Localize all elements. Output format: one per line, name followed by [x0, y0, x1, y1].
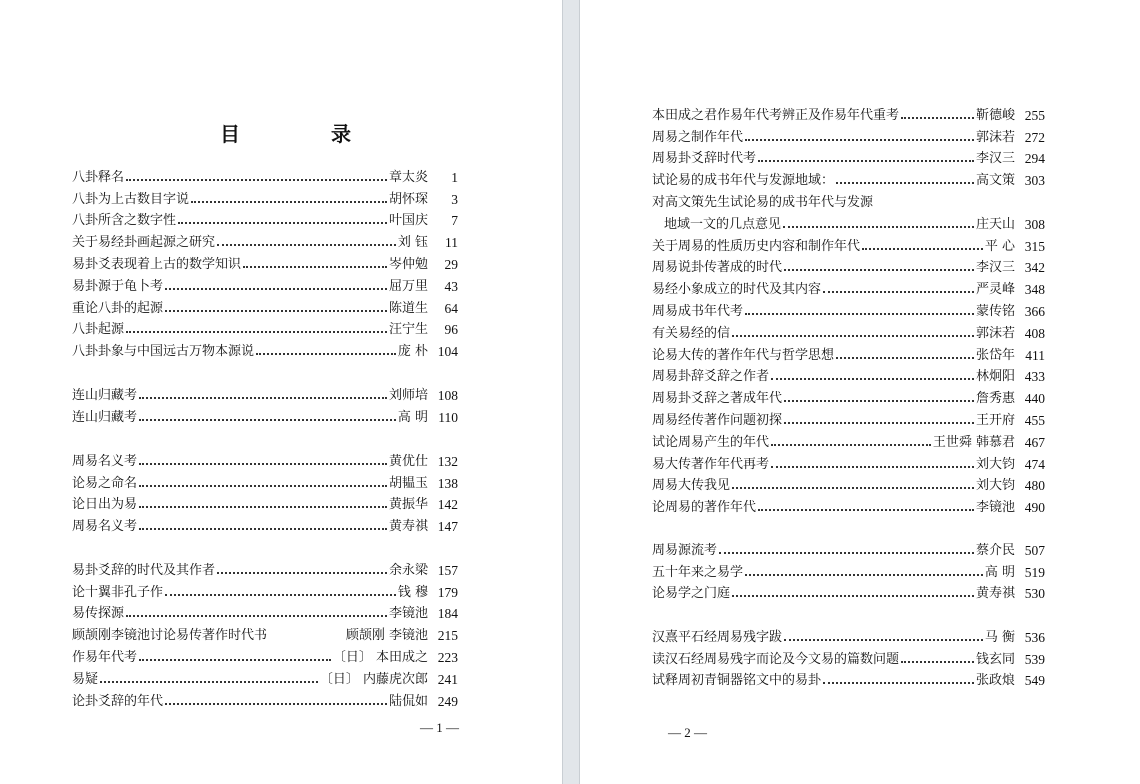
- entry-title: 关于周易的性质历史内容和制作年代: [652, 238, 861, 254]
- toc-entry: [72, 338, 458, 360]
- entry-title: 周易大传我见: [652, 478, 731, 494]
- toc-entry: [72, 470, 458, 492]
- dot-leader: [732, 486, 974, 489]
- toc-entry: [652, 342, 1045, 364]
- dot-leader: [901, 116, 974, 119]
- entry-title: 试释周初青铜器铭文中的易卦: [652, 673, 822, 689]
- entry-title: 顾颉刚李镜池讨论易传著作时代书: [72, 628, 268, 644]
- entry-page-number: 7: [451, 213, 458, 229]
- entry-title: 易疑: [72, 671, 99, 687]
- entry-page-number: 411: [1025, 347, 1045, 363]
- entry-title: 论周易的著作年代: [652, 500, 757, 516]
- entry-author: 陈道生: [388, 300, 428, 316]
- entry-author: 钱玄同: [975, 651, 1015, 667]
- toc-entry: [652, 211, 1045, 233]
- entry-author: 高 明: [397, 409, 428, 425]
- entry-author: 郭沫若: [975, 129, 1015, 145]
- entry-title: 周易卦爻辞时代考: [652, 151, 757, 167]
- entry-page-number: 308: [1024, 216, 1045, 232]
- entry-title: 汉熹平石经周易残字跋: [652, 629, 783, 645]
- entry-title: 易卦爻辞的时代及其作者: [72, 562, 216, 578]
- entry-title: 周易卦爻辞之著成年代: [652, 391, 783, 407]
- toc-entry: [72, 295, 458, 317]
- toc-entry: [652, 537, 1045, 559]
- entry-title: 八卦为上古数目字说: [72, 191, 190, 207]
- page-number: — 1 —: [420, 720, 459, 735]
- dot-leader: [191, 200, 387, 203]
- toc-entry: [652, 189, 1045, 211]
- page-gutter: [562, 0, 580, 784]
- entry-title: 周易名义考: [72, 519, 138, 535]
- entry-author: 靳德峻: [975, 107, 1015, 123]
- entry-title: 有关易经的信: [652, 325, 731, 341]
- toc-group: [72, 448, 458, 535]
- entry-page-number: 132: [437, 453, 458, 469]
- entry-title: 连山归藏考: [72, 387, 138, 403]
- entry-page-number: 474: [1024, 456, 1045, 472]
- toc-entry: [72, 557, 458, 579]
- entry-title: 试论周易产生的年代: [652, 434, 770, 450]
- toc-entry: [652, 494, 1045, 516]
- entry-page-number: 1: [451, 169, 458, 185]
- entry-author: 章太炎: [388, 169, 428, 185]
- toc-entry: [652, 102, 1045, 124]
- entry-title: 周易源流考: [652, 542, 718, 558]
- entry-page-number: 3: [451, 191, 458, 207]
- toc-entry: [72, 229, 458, 251]
- entry-page-number: 366: [1024, 303, 1045, 319]
- dot-leader: [178, 221, 387, 224]
- entry-title: 读汉石经周易残字而论及今文易的篇数问题: [652, 651, 900, 667]
- dot-leader: [732, 334, 974, 337]
- toc-entry: [72, 688, 458, 710]
- entry-page-number: 138: [437, 475, 458, 491]
- toc-entry: [652, 364, 1045, 386]
- dot-leader: [243, 265, 387, 268]
- entry-page-number: 303: [1024, 173, 1045, 189]
- entry-author: 李汉三: [975, 260, 1015, 276]
- entry-page-number: 64: [444, 300, 458, 316]
- entry-title: 周易成书年代考: [652, 303, 744, 319]
- entry-page-number: 142: [437, 497, 458, 513]
- entry-page-number: 184: [437, 606, 458, 622]
- entry-page-number: 549: [1024, 673, 1045, 689]
- toc-entry: [72, 601, 458, 623]
- dot-leader: [836, 356, 974, 359]
- entry-title: 连山归藏考: [72, 409, 138, 425]
- entry-title: 八卦释名: [72, 169, 125, 185]
- dot-leader: [139, 658, 331, 661]
- entry-title: 八卦起源: [72, 322, 125, 338]
- dot-leader: [165, 287, 387, 290]
- entry-author: 李镜池: [975, 500, 1015, 516]
- dot-leader: [100, 680, 318, 683]
- entry-title: 易大传著作年代再考: [652, 456, 770, 472]
- entry-page-number: 255: [1024, 107, 1045, 123]
- toc-entry: [72, 666, 458, 688]
- entry-page-number: 342: [1024, 260, 1045, 276]
- entry-author: 胡怀琛: [388, 191, 428, 207]
- toc-entry: [652, 385, 1045, 407]
- dot-leader: [783, 225, 974, 228]
- toc-entry: [652, 167, 1045, 189]
- entry-page-number: 11: [445, 235, 458, 251]
- toc-group: [652, 537, 1045, 602]
- entry-author: 屈万里: [388, 278, 428, 294]
- entry-title: 对高文策先生试论易的成书年代与发源: [652, 194, 874, 210]
- toc-page-right: [580, 0, 1140, 784]
- dot-leader: [139, 484, 387, 487]
- toc-entry: [652, 255, 1045, 277]
- entry-page-number: 294: [1024, 151, 1045, 167]
- toc-entry: [72, 317, 458, 339]
- toc-entry: [72, 513, 458, 535]
- entry-author: 刘大钧: [975, 478, 1015, 494]
- entry-page-number: 215: [437, 628, 458, 644]
- dot-leader: [771, 377, 974, 380]
- entry-page-number: 29: [444, 256, 458, 272]
- entry-author: 黄寿祺: [975, 586, 1015, 602]
- toc-entry: [652, 276, 1045, 298]
- dot-leader: [771, 465, 974, 468]
- entry-title: 论易之命名: [72, 475, 138, 491]
- entry-title: 周易卦辞爻辞之作者: [652, 369, 770, 385]
- entry-title: 周易说卦传著成的时代: [652, 260, 783, 276]
- dot-leader: [139, 505, 387, 508]
- entry-author: 〔日〕 本田成之: [332, 649, 428, 665]
- dot-leader: [784, 268, 974, 271]
- entry-author: 严灵峰: [975, 282, 1015, 298]
- entry-title: 论易大传的著作年代与哲学思想: [652, 347, 835, 363]
- toc-entry: [72, 448, 458, 470]
- entry-page-number: 179: [437, 584, 458, 600]
- toc-entry: [72, 382, 458, 404]
- dot-leader: [139, 396, 387, 399]
- entry-title: 重论八卦的起源: [72, 300, 164, 316]
- dot-leader: [823, 290, 974, 293]
- dot-leader: [719, 551, 974, 554]
- entry-author: 蒙传铭: [975, 303, 1015, 319]
- entry-author: 叶国庆: [388, 213, 428, 229]
- dot-leader: [836, 181, 974, 184]
- entry-page-number: 223: [437, 649, 458, 665]
- dot-leader: [139, 527, 387, 530]
- toc-entry: [652, 473, 1045, 495]
- entry-title: 试论易的成书年代与发源地域：: [652, 173, 835, 189]
- toc-entry: [652, 233, 1045, 255]
- dot-leader: [256, 352, 396, 355]
- toc-entry: [652, 320, 1045, 342]
- entry-author: 胡韫玉: [388, 475, 428, 491]
- dot-leader: [165, 309, 387, 312]
- dot-leader: [771, 443, 931, 446]
- entry-author: 张政烺: [975, 673, 1015, 689]
- entry-author: 刘 钰: [397, 235, 428, 251]
- toc-entry: [652, 298, 1045, 320]
- toc-entry: [652, 451, 1045, 473]
- entry-page-number: 108: [437, 387, 458, 403]
- entry-page-number: 530: [1024, 586, 1045, 602]
- entry-author: 顾颉刚 李镜池: [345, 628, 428, 644]
- dot-leader: [758, 508, 974, 511]
- dot-leader: [217, 571, 387, 574]
- entry-page-number: 519: [1024, 564, 1045, 580]
- toc-entry: [652, 624, 1045, 646]
- entry-page-number: 249: [437, 693, 458, 709]
- dot-leader: [139, 462, 387, 465]
- entry-title: 周易名义考: [72, 453, 138, 469]
- entry-author: 詹秀惠: [975, 391, 1015, 407]
- entry-page-number: 455: [1024, 412, 1045, 428]
- dot-leader: [745, 312, 974, 315]
- entry-page-number: 43: [444, 278, 458, 294]
- entry-title: 论日出为易: [72, 497, 138, 513]
- toc-entry: [652, 559, 1045, 581]
- toc-entry: [652, 646, 1045, 668]
- entry-title: 论易学之门庭: [652, 586, 731, 602]
- entry-page-number: 440: [1024, 391, 1045, 407]
- entry-page-number: 241: [437, 671, 458, 687]
- toc-entry: [72, 273, 458, 295]
- entry-page-number: 480: [1024, 478, 1045, 494]
- entry-author: 平 心: [984, 238, 1015, 254]
- entry-page-number: 147: [437, 519, 458, 535]
- entry-author: 郭沫若: [975, 325, 1015, 341]
- entry-author: 岑仲勉: [388, 256, 428, 272]
- entry-author: 黄寿祺: [388, 519, 428, 535]
- dot-leader: [823, 681, 974, 684]
- page-number: — 2 —: [668, 725, 707, 740]
- toc-entry: [72, 208, 458, 230]
- entry-page-number: 507: [1024, 542, 1045, 558]
- entry-title: 易经小象成立的时代及其内容: [652, 282, 822, 298]
- toc-entry: [652, 146, 1045, 168]
- toc-page-left: [0, 0, 562, 784]
- entry-author: 庞 朴: [397, 344, 428, 360]
- entry-page-number: 536: [1024, 629, 1045, 645]
- entry-author: 〔日〕 内藤虎次郎: [319, 671, 428, 687]
- dot-leader: [745, 573, 983, 576]
- toc-entry: [652, 407, 1045, 429]
- toc-group: [652, 624, 1045, 689]
- entry-title: 五十年来之易学: [652, 564, 744, 580]
- entry-title: 论十翼非孔子作: [72, 584, 164, 600]
- dot-leader: [784, 421, 974, 424]
- entry-page-number: 157: [437, 562, 458, 578]
- dot-leader: [784, 638, 983, 641]
- dot-leader: [165, 593, 396, 596]
- toc-entry: [72, 164, 458, 186]
- entry-author: 陆侃如: [388, 693, 428, 709]
- entry-title: 易传探源: [72, 606, 125, 622]
- entry-page-number: 315: [1024, 238, 1045, 254]
- toc-entry: [72, 251, 458, 273]
- toc-entry: [72, 404, 458, 426]
- dot-leader: [126, 178, 387, 181]
- toc-entry: [72, 579, 458, 601]
- toc-group: [72, 557, 458, 710]
- page-title: 目 录: [220, 122, 393, 146]
- entry-author: 高文策: [975, 173, 1015, 189]
- entry-page-number: 490: [1024, 500, 1045, 516]
- entry-author: 马 衡: [984, 629, 1015, 645]
- entry-author: 蔡介民: [975, 542, 1015, 558]
- toc-entry: [652, 429, 1045, 451]
- entry-page-number: 104: [437, 344, 458, 360]
- entry-page-number: 110: [438, 409, 458, 425]
- dot-leader: [758, 159, 974, 162]
- entry-author: 高 明: [984, 564, 1015, 580]
- entry-title: 八卦卦象与中国远古万物本源说: [72, 344, 255, 360]
- dot-leader: [862, 247, 983, 250]
- entry-author: 黄振华: [388, 497, 428, 513]
- entry-author: 王世舜 韩慕君: [932, 434, 1015, 450]
- entry-author: 王开府: [975, 412, 1015, 428]
- toc-group: [652, 102, 1045, 516]
- entry-page-number: 467: [1024, 434, 1045, 450]
- entry-title: 关于易经卦画起源之研究: [72, 235, 216, 251]
- toc-entry: [72, 186, 458, 208]
- entry-author: 汪宁生: [388, 322, 428, 338]
- toc-group: [72, 164, 458, 360]
- dot-leader: [126, 614, 387, 617]
- entry-author: 刘师培: [388, 387, 428, 403]
- entry-author: 庄天山: [975, 216, 1015, 232]
- dot-leader: [901, 660, 974, 663]
- dot-leader: [139, 418, 396, 421]
- toc-entry: [652, 668, 1045, 690]
- entry-page-number: 348: [1024, 282, 1045, 298]
- toc-entry: [72, 492, 458, 514]
- toc-entry: [72, 644, 458, 666]
- entry-title: 八卦所含之数字性: [72, 213, 177, 229]
- entry-title: 本田成之君作易年代考辨正及作易年代重考: [652, 107, 900, 123]
- entry-author: 林炯阳: [975, 369, 1015, 385]
- entry-author: 李镜池: [388, 606, 428, 622]
- entry-author: 张岱年: [975, 347, 1015, 363]
- toc-entry: [652, 581, 1045, 603]
- entry-page-number: 272: [1024, 129, 1045, 145]
- entry-author: 刘大钧: [975, 456, 1015, 472]
- toc-group: [72, 382, 458, 426]
- dot-leader: [165, 702, 387, 705]
- dot-leader: [732, 594, 974, 597]
- entry-page-number: 433: [1024, 369, 1045, 385]
- entry-title: 易卦源于龟卜考: [72, 278, 164, 294]
- entry-page-number: 96: [444, 322, 458, 338]
- entry-page-number: 408: [1024, 325, 1045, 341]
- entry-author: 余永梁: [388, 562, 428, 578]
- dot-leader: [745, 138, 974, 141]
- entry-title: 作易年代考: [72, 649, 138, 665]
- entry-title: 地域一文的几点意见: [664, 216, 782, 232]
- entry-title: 论卦爻辞的年代: [72, 693, 164, 709]
- toc-entry: [72, 622, 458, 644]
- entry-title: 易卦爻表现着上古的数学知识: [72, 256, 242, 272]
- toc-entry: [652, 124, 1045, 146]
- dot-leader: [784, 399, 974, 402]
- entry-title: 周易经传著作问题初探: [652, 412, 783, 428]
- dot-leader: [126, 330, 387, 333]
- dot-leader: [217, 243, 396, 246]
- entry-author: 黄优仕: [388, 453, 428, 469]
- entry-page-number: 539: [1024, 651, 1045, 667]
- entry-title: 周易之制作年代: [652, 129, 744, 145]
- entry-author: 钱 穆: [397, 584, 428, 600]
- entry-author: 李汉三: [975, 151, 1015, 167]
